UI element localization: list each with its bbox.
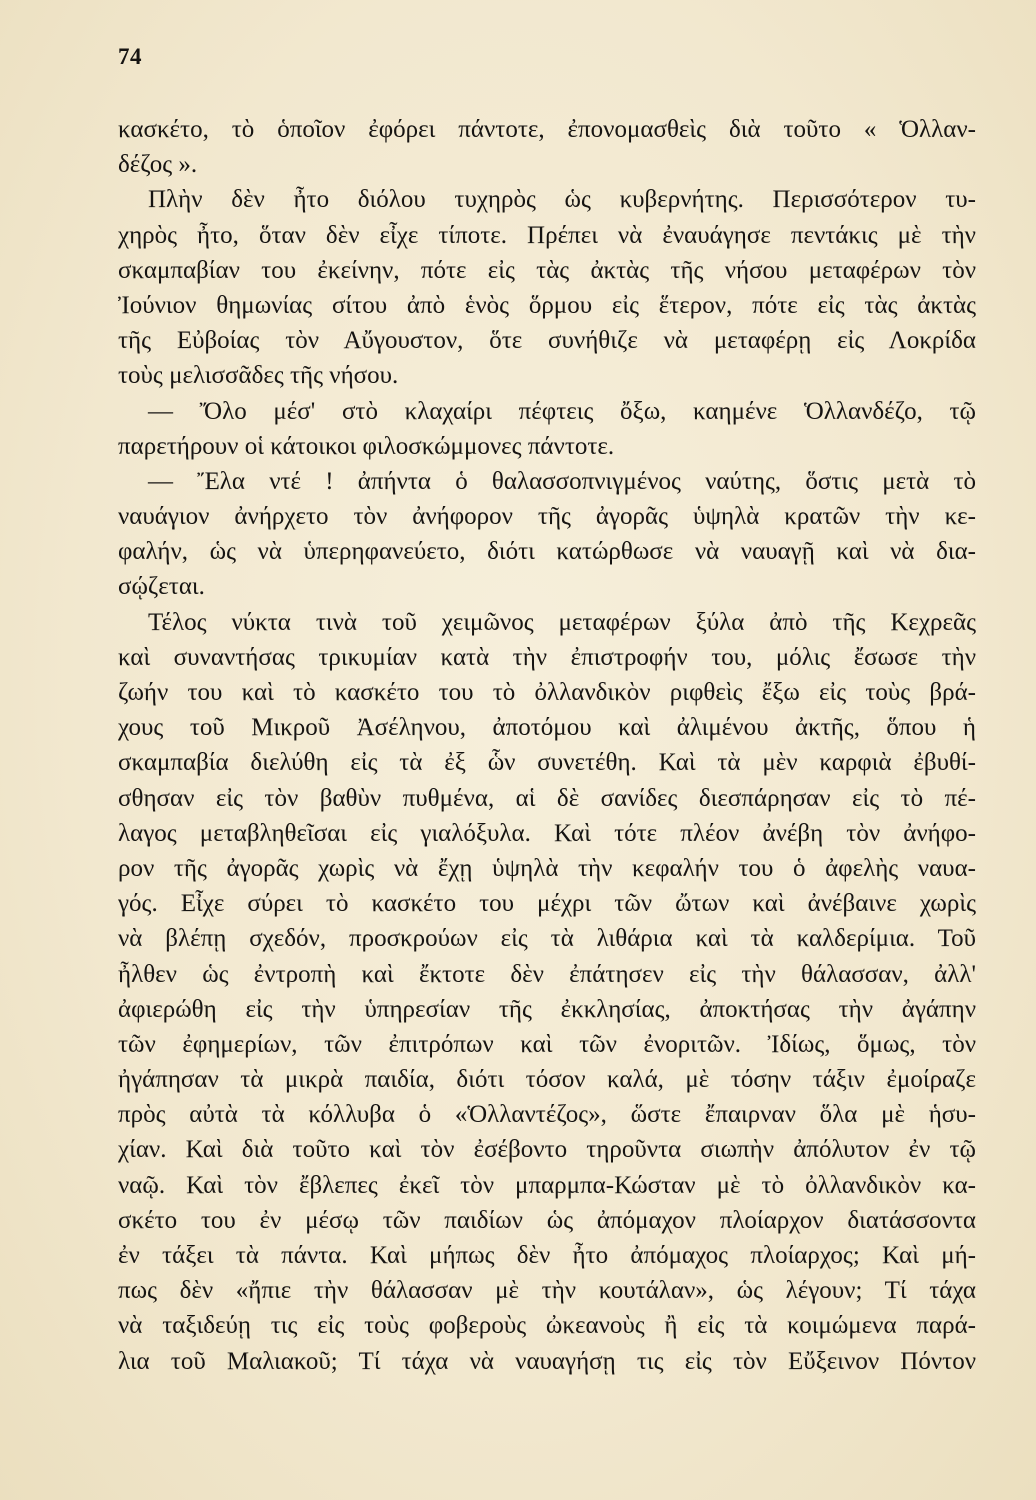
text-line: νὰ βλέπῃ σχεδόν, προσκρούων εἰς τὰ λιθάρια καὶ τὰ καλδερίμια. Τοῦ [118, 925, 976, 953]
text-line: — Ἔλα ντέ ! ἀπήντα ὁ θαλασσοπνιγμένος ναύτης, ὅστις μετὰ τὸ [148, 467, 976, 495]
text-line: πρὸς αὐτὰ τὰ κόλλυβα ὁ «Ὁλλαντέζος», ὥστε ἔπαιρναν ὅλα μὲ ἡσυ- [118, 1101, 976, 1129]
text-line: λια τοῦ Μαλιακοῦ; Τί τάχα νὰ ναυαγήσῃ τις εἰς τὸν Εὔξεινον Πόντον [118, 1347, 976, 1375]
text-line: κασκέτο, τὸ ὁποῖον ἐφόρει πάντοτε, ἐπονομασθεὶς διὰ τοῦτο « Ὁλλαν- [118, 116, 976, 143]
text-line: χηρὸς ἦτο, ὅταν δὲν εἶχε τίποτε. Πρέπει νὰ ἐναυάγησε πεντάκις μὲ τὴν [118, 221, 976, 249]
text-line: σῴζεται. [118, 573, 205, 601]
text-line: ἦλθεν ὡς ἐντροπὴ καὶ ἔκτοτε δὲν ἐπάτησεν εἰς τὴν θάλασσαν, ἀλλ' [118, 960, 976, 988]
text-line: ρον τῆς ἀγορᾶς χωρὶς νὰ ἔχῃ ὑψηλὰ τὴν κεφαλήν του ὁ ἀφελὴς ναυα- [118, 854, 976, 882]
text-line: σκαμπαβίαν του ἐκείνην, πότε εἰς τὰς ἀκτὰς τῆς νήσου μεταφέρων τὸν [118, 256, 976, 284]
text-line: Ἰούνιον θημωνίας σίτου ἀπὸ ἑνὸς ὅρμου εἰς ἕτερον, πότε εἰς τὰς ἀκτὰς [118, 291, 976, 319]
text-line: τῶν ἐφημερίων, τῶν ἐπιτρόπων καὶ τῶν ἐνοριτῶν. Ἰδίως, ὅμως, τὸν [118, 1030, 976, 1058]
text-line: ἠγάπησαν τὰ μικρὰ παιδία, διότι τόσον καλά, μὲ τόσην τάξιν ἐμοίραζε [118, 1066, 976, 1094]
text-line: Πλὴν δὲν ἦτο διόλου τυχηρὸς ὡς κυβερνήτης. Περισσότερον τυ- [148, 186, 976, 214]
text-line: χους τοῦ Μικροῦ Ἀσέληνου, ἀποτόμου καὶ ἀλιμένου ἀκτῆς, ὅπου ἡ [118, 714, 976, 742]
text-line: Τέλος νύκτα τινὰ τοῦ χειμῶνος μεταφέρων ξύλα ἀπὸ τῆς Κεχρεᾶς [148, 608, 976, 636]
page-number: 74 [118, 44, 142, 69]
text-line: ἐν τάξει τὰ πάντα. Καὶ μήπως δὲν ἦτο ἀπόμαχος πλοίαρχος; Καὶ μή- [118, 1242, 976, 1269]
text-line: φαλήν, ὡς νὰ ὑπερηφανεύετο, διότι κατώρθωσε νὰ ναυαγῇ καὶ νὰ δια- [118, 538, 976, 566]
text-line: τῆς Εὐβοίας τὸν Αὔγουστον, ὅτε συνήθιζε νὰ μεταφέρῃ εἰς Λοκρίδα [118, 327, 976, 355]
text-line: — Ὄλο μέσ' στὸ κλαχαίρι πέφτεις ὄξω, καημένε Ὁλλανδέζο, τῷ [148, 397, 976, 425]
text-line: χίαν. Καὶ διὰ τοῦτο καὶ τὸν ἐσέβοντο τηροῦντα σιωπὴν ἀπόλυτον ἐν τῷ [118, 1136, 976, 1164]
text-line: δέζος ». [118, 151, 198, 179]
text-line: πως δὲν «ἤπιε τὴν θάλασσαν μὲ τὴν κουτάλαν», ὡς λέγουν; Τί τάχα [118, 1277, 976, 1305]
text-line: λαγος μεταβληθεῖσαι εἰς γιαλόξυλα. Καὶ τότε πλέον ἀνέβη τὸν ἀνήφο- [118, 819, 976, 847]
text-line: σκαμπαβία διελύθη εἰς τὰ ἐξ ὧν συνετέθη. Καὶ τὰ μὲν καρφιὰ ἐβυθί- [118, 749, 976, 777]
body-text [118, 112, 976, 1379]
text-line: ζωήν του καὶ τὸ κασκέτο του τὸ ὀλλανδικὸν ριφθεὶς ἔξω εἰς τοὺς βρά- [118, 679, 976, 706]
text-line: νὰ ταξιδεύῃ τις εἰς τοὺς φοβεροὺς ὠκεανοὺς ἢ εἰς τὰ κοιμώμενα παρά- [118, 1312, 976, 1340]
text-line: σθησαν εἰς τὸν βαθὺν πυθμένα, αἱ δὲ σανίδες διεσπάρησαν εἰς τὸ πέ- [118, 784, 976, 812]
text-line: ναυάγιον ἀνήρχετο τὸν ἀνήφορον τῆς ἀγορᾶς ὑψηλὰ κρατῶν τὴν κε- [118, 503, 976, 531]
text-line: παρετήρουν οἱ κάτοικοι φιλοσκώμμονες πάντοτε. [118, 432, 615, 460]
text-line: σκέτο του ἐν μέσῳ τῶν παιδίων ὡς ἀπόμαχον πλοίαρχον διατάσσοντα [118, 1206, 976, 1234]
text-line: γός. Εἶχε σύρει τὸ κασκέτο του μέχρι τῶν ὤτων καὶ ἀνέβαινε χωρὶς [118, 890, 976, 918]
text-line: ναῷ. Καὶ τὸν ἔβλεπες ἐκεῖ τὸν μπαρμπα-Κώσταν μὲ τὸ ὀλλανδικὸν κα- [118, 1171, 976, 1199]
text-line: καὶ συναντήσας τρικυμίαν κατὰ τὴν ἐπιστροφήν του, μόλις ἔσωσε τὴν [118, 643, 976, 671]
text-line: τοὺς μελισσᾶδες τῆς νήσου. [118, 362, 399, 390]
text-line: ἀφιερώθη εἰς τὴν ὑπηρεσίαν τῆς ἐκκλησίας, ἀποκτήσας τὴν ἀγάπην [118, 995, 976, 1023]
